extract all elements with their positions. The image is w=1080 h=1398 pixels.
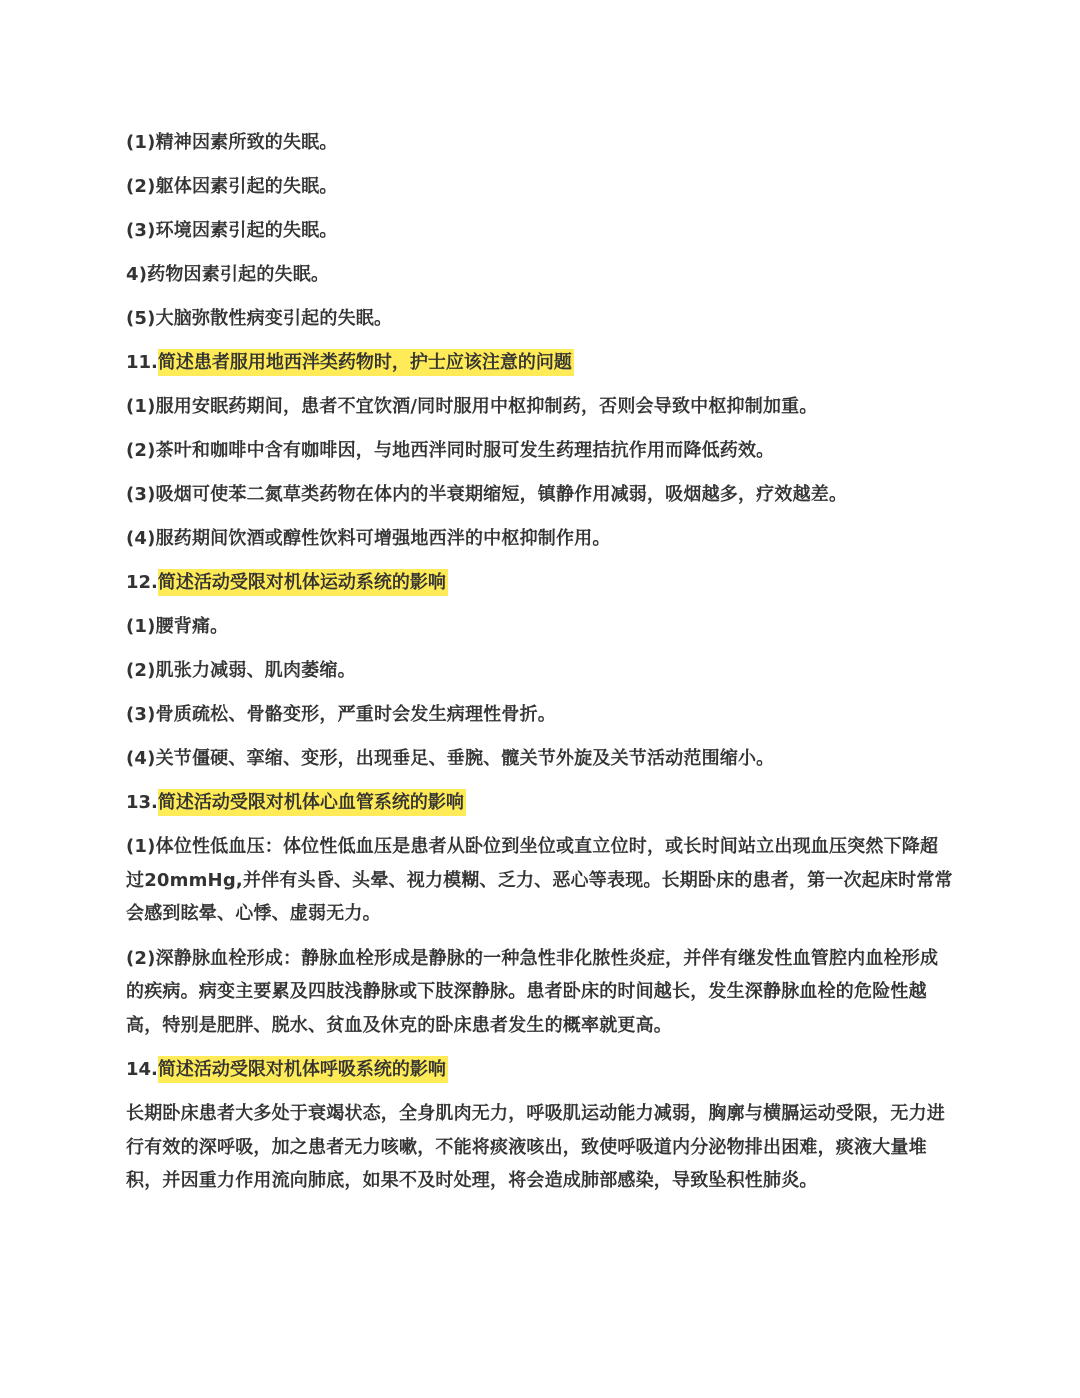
question-number: 12. xyxy=(126,572,158,593)
list-item: (1)服用安眠药期间，患者不宜饮酒/同时服用中枢抑制药，否则会导致中枢抑制加重。 xyxy=(126,396,818,417)
document-page xyxy=(126,126,956,1209)
list-item: (1)腰背痛。 xyxy=(126,616,229,637)
list-item: (3)吸烟可使苯二氮草类药物在体内的半衰期缩短，镇静作用减弱，吸烟越多，疗效越差。 xyxy=(126,484,848,505)
question-title: 简述活动受限对机体心血管系统的影响 xyxy=(158,789,466,816)
list-item: (4)关节僵硬、挛缩、变形，出现垂足、垂腕、髋关节外旋及关节活动范围缩小。 xyxy=(126,748,775,769)
question-title: 简述活动受限对机体呼吸系统的影响 xyxy=(158,1056,448,1083)
list-item: (3)骨质疏松、骨骼变形，严重时会发生病理性骨折。 xyxy=(126,704,556,725)
question-title: 简述患者服用地西泮类药物时，护士应该注意的问题 xyxy=(158,349,574,376)
list-item: (4)服药期间饮酒或醇性饮料可增强地西泮的中枢抑制作用。 xyxy=(126,528,611,549)
list-item: (1)精神因素所致的失眠。 xyxy=(126,132,338,153)
question-number: 11. xyxy=(126,352,158,373)
list-item: 4)药物因素引起的失眠。 xyxy=(126,264,330,285)
list-item: (5)大脑弥散性病变引起的失眠。 xyxy=(126,308,393,329)
question-number: 14. xyxy=(126,1059,158,1080)
list-item: (2)茶叶和咖啡中含有咖啡因，与地西泮同时服可发生药理拮抗作用而降低药效。 xyxy=(126,440,775,461)
question-title: 简述活动受限对机体运动系统的影响 xyxy=(158,569,448,596)
paragraph: (1)体位性低血压：体位性低血压是患者从卧位到坐位或直立位时，或长时间站立出现血压突然下降超过20mmHg,并伴有头昏、头晕、视力模糊、乏力、恶心等表现。长期卧床的患者，第一次起床时常常会感到眩晕、心悸、虚弱无力。 xyxy=(126,836,953,924)
question-11-heading xyxy=(126,346,956,379)
question-14-heading xyxy=(126,1053,956,1086)
list-item: (2)躯体因素引起的失眠。 xyxy=(126,176,338,197)
question-number: 13. xyxy=(126,792,158,813)
list-item: (2)肌张力减弱、肌肉萎缩。 xyxy=(126,660,356,681)
question-12-heading xyxy=(126,566,956,599)
list-item: (3)环境因素引起的失眠。 xyxy=(126,220,338,241)
paragraph: (2)深静脉血栓形成：静脉血栓形成是静脉的一种急性非化脓性炎症，并伴有继发性血管腔内血栓形成的疾病。病变主要累及四肢浅静脉或下肢深静脉。患者卧床的时间越长，发生深静脉血栓的危险性越高，特别是肥胖、脱水、贫血及休克的卧床患者发生的概率就更高。 xyxy=(126,947,939,1036)
question-13-heading xyxy=(126,786,956,819)
paragraph: 长期卧床患者大多处于衰竭状态，全身肌肉无力，呼吸肌运动能力减弱，胸廓与横膈运动受限，无力进行有效的深呼吸，加之患者无力咳嗽，不能将痰液咳出，致使呼吸道内分泌物排出困难，痰液大量堆积，并因重力作用流向肺底，如果不及时处理，将会造成肺部感染，导致坠积性肺炎。 xyxy=(126,1103,945,1191)
